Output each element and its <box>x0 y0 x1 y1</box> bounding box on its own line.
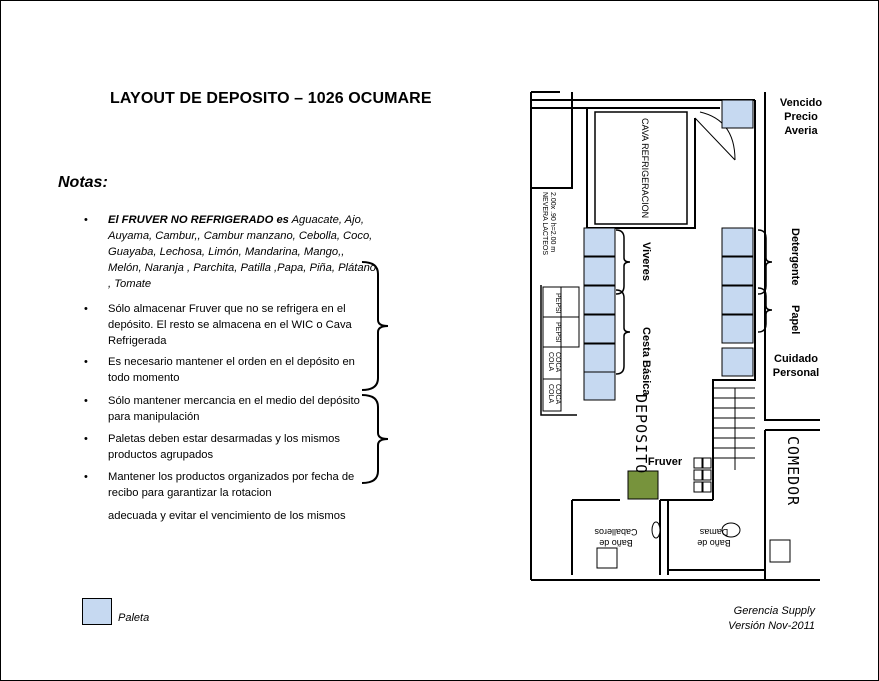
label-coca-2: COCA COLA <box>547 384 561 404</box>
brace-2 <box>362 395 388 483</box>
label-nevera-dims: 2.00x .90 h=2.00 m <box>549 192 556 253</box>
label-bano-caballeros: Baño de Caballeros <box>594 527 638 548</box>
page-title: LAYOUT DE DEPOSITO – 1026 OCUMARE <box>110 90 432 107</box>
note-3: Es necesario mantener el orden en el depósito en todo momento <box>108 356 355 384</box>
label-deposito: DEPOSITO <box>632 394 650 475</box>
label-nevera: NEVERA LACTEOS <box>541 192 548 256</box>
bullet-4: • <box>84 395 88 407</box>
small-shelves <box>694 458 711 492</box>
bullet-3: • <box>84 356 88 368</box>
label-viveres: Viveres <box>640 242 652 281</box>
pallets-left <box>584 228 615 400</box>
bullet-5: • <box>84 433 88 445</box>
brace-viveres <box>616 230 630 294</box>
note-5: Paletas deben estar desarmadas y los mismos productos agrupados <box>108 433 340 461</box>
label-comedor: COMEDOR <box>784 436 802 507</box>
notes-heading: Notas: <box>58 174 108 191</box>
note-fruver-bold: El FRUVER NO REFRIGERADO es <box>108 214 289 226</box>
bullet-6: • <box>84 471 88 483</box>
bullet-2: • <box>84 303 88 315</box>
label-pepsi-1: PEPSI <box>554 293 561 314</box>
legend-pallet-label: Paleta <box>118 612 150 624</box>
bullet-1: • <box>84 214 88 226</box>
label-detergente: Detergente <box>789 228 801 286</box>
note-6: Mantener los productos organizados por fecha de recibo para garantizar la rotacion <box>108 471 355 499</box>
footer-version: Versión Nov-2011 <box>728 620 815 632</box>
note-2: Sólo almacenar Fruver que no se refrigera en el depósito. El resto se almacena en el WIC o Cava Refrigerada <box>108 303 352 347</box>
brace-cesta <box>616 290 630 374</box>
label-papel: Papel <box>789 305 801 335</box>
footer-department: Gerencia Supply <box>733 605 815 617</box>
fruver-area <box>628 471 658 499</box>
wall-top <box>531 92 755 108</box>
label-fruver: Fruver <box>647 456 683 468</box>
note-6-cont: adecuada y evitar el vencimiento de los mismos <box>108 510 346 522</box>
wall-left-inner <box>531 92 572 188</box>
label-bano-damas: Baño de Damas <box>697 527 731 548</box>
note-4: Sólo mantener mercancia en el medio del depósito para manipulación <box>108 395 360 423</box>
label-cuidado: Cuidado Personal <box>772 353 820 379</box>
label-coca-1: COCA COLA <box>547 352 561 372</box>
label-pepsi-2: PEPSI <box>554 322 561 343</box>
brace-1 <box>362 262 388 390</box>
label-cesta: Cesta Básica <box>640 327 652 396</box>
note-fruver-list: Aguacate, Ajo, Auyama, Cambur,, Cambur manzano, Cebolla, Coco, Guayaba, Lechosa, Limón, Mandarina, Mango,, Melón, Naranja , Parchita, Patilla ,Papa, Piña, Plátano , Tomate <box>108 214 377 290</box>
label-vencido: Vencido Precio Averia <box>779 97 823 137</box>
label-cava: CAVA REFRIGERACION <box>640 118 650 219</box>
pallets-right <box>722 100 753 376</box>
stairs <box>713 388 755 470</box>
